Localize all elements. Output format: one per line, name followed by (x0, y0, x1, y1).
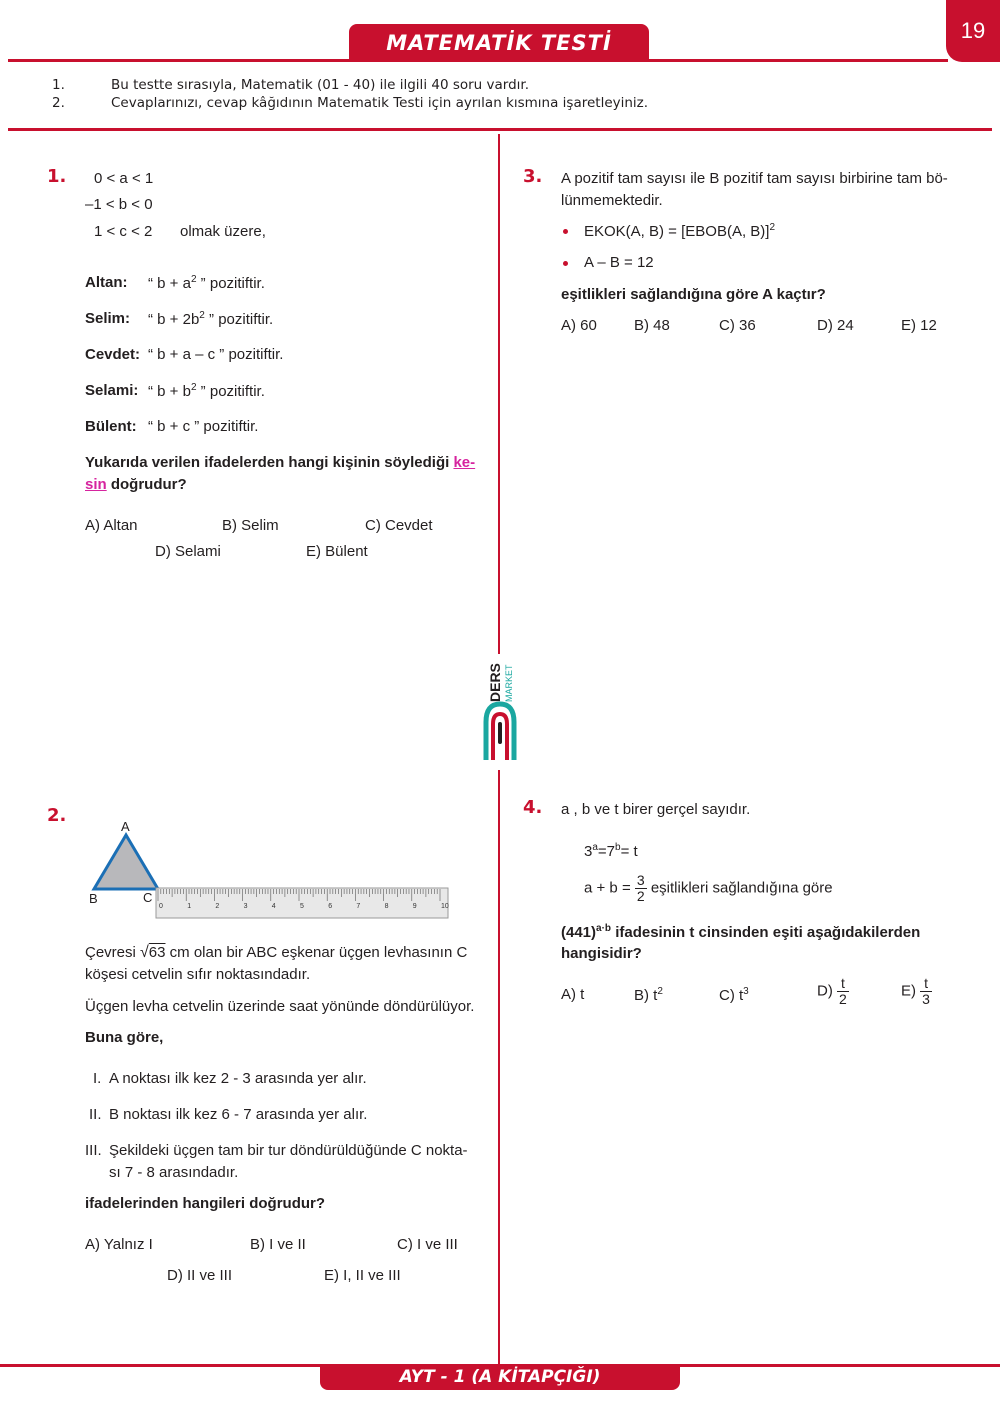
column-divider-top (498, 134, 500, 654)
ruler-tick-label: 5 (300, 903, 304, 910)
q1-person-bulent: Bülent: (85, 418, 137, 435)
q2-item-3-num: III. (85, 1142, 102, 1159)
q2-question: ifadelerinden hangileri doğrudur? (85, 1195, 326, 1212)
ruler-tick-label: 9 (412, 903, 417, 910)
q1-option-c[interactable]: C) Cevdet (365, 517, 433, 534)
ruler-tick-label: 10 (441, 903, 449, 910)
q1-condition-suffix: olmak üzere, (180, 223, 266, 240)
q3-text-line1: A pozitif tam sayısı ile B pozitif tam sayısı birbirine tam bö- (561, 170, 948, 187)
q2-text-line2: köşesi cetvelin sıfır noktasındadır. (85, 966, 311, 983)
test-title: MATEMATİK TESTİ (349, 24, 649, 60)
q1-option-a[interactable]: A) Altan (85, 517, 138, 534)
logo-word-market: MARKET (504, 664, 514, 702)
q2-text-line4: Buna göre, (85, 1029, 164, 1046)
booklet-label: AYT - 1 (A KİTAPÇIĞI) (320, 1364, 680, 1390)
q1-option-d[interactable]: D) Selami (155, 543, 221, 560)
vertex-c-label: C (143, 890, 153, 905)
ruler-tick-label: 4 (271, 903, 276, 910)
q4-text-line1: a , b ve t birer gerçel sayıdır. (561, 801, 751, 818)
bullet-icon (563, 229, 568, 234)
q4-equation-2: a + b = $\frac{3}{2}$ eşitlikleri sağlandığına göre (584, 872, 833, 904)
q1-option-b[interactable]: B) Selim (222, 517, 279, 534)
instruction-1-text: Bu testte sırasıyla, Matematik (01 - 40) ile ilgili 40 soru vardır. (111, 77, 530, 93)
instructions-rule (8, 128, 992, 131)
q1-condition-b: –1 < b < 0 (85, 196, 153, 213)
q3-option-e[interactable]: E) 12 (901, 317, 937, 334)
q1-person-selami: Selami: (85, 382, 139, 399)
ruler-tick-label: 8 (384, 903, 389, 910)
q4-option-c[interactable]: C) $t^3$ (719, 986, 749, 1004)
q2-item-3-text: Şekildeki üçgen tam bir tur döndürüldüğünde C nokta- (109, 1142, 468, 1159)
q3-condition-2: A – B = 12 (584, 254, 654, 271)
q3-condition-1: EKOK(A, B) = [EBOB(A, B)]$^2$ (584, 222, 776, 240)
vertex-a-label: A (121, 819, 130, 834)
q2-text-line3: Üçgen levha cetvelin üzerinde saat yönünde döndürülüyor. (85, 998, 475, 1015)
triangle-shape (94, 835, 158, 889)
q2-item-1-text: A noktası ilk kez 2 - 3 arasında yer alır. (109, 1070, 367, 1087)
q2-option-e[interactable]: E) I, II ve III (324, 1267, 401, 1284)
question-3-number: 3. (523, 166, 543, 187)
q2-text-line1: Çevresi √63 cm olan bir ABC eşkenar üçgen levhasının C (85, 944, 468, 961)
question-1-number: 1. (47, 166, 67, 187)
q2-option-d[interactable]: D) II ve III (167, 1267, 233, 1284)
q4-option-d[interactable]: D) $\frac{t}{2}$ (817, 975, 847, 1007)
question-2-number: 2. (47, 805, 67, 826)
q1-statement-bulent: “ b + c ” pozitiftir. (148, 418, 259, 435)
q2-option-c[interactable]: C) I ve III (397, 1236, 458, 1253)
vertex-b-label: B (89, 891, 98, 906)
triangle-ruler-figure (80, 815, 460, 923)
q4-question-line1: $(441)^{a\cdot b}$ ifadesinin t cinsinden eşiti aşağıdakilerden (561, 923, 921, 941)
q4-equation-1: $3^a=7^b= t$ (584, 842, 638, 860)
q3-option-b[interactable]: B) 48 (634, 317, 670, 334)
q2-item-3-cont: sı 7 - 8 arasındadır. (109, 1164, 239, 1181)
q1-question-line1: Yukarıda verilen ifadelerden hangi kişinin söylediği ke- (85, 454, 476, 471)
q1-person-cevdet: Cevdet: (85, 346, 141, 363)
q4-option-b[interactable]: B) $t^2$ (634, 986, 663, 1004)
column-divider-bottom (498, 770, 500, 1364)
q4-option-a[interactable]: A) t (561, 986, 585, 1003)
q1-statement-cevdet: “ b + a – c ” pozitiftir. (148, 346, 284, 363)
question-4-number: 4. (523, 797, 543, 818)
q2-option-a[interactable]: A) Yalnız I (85, 1236, 153, 1253)
q3-option-c[interactable]: C) 36 (719, 317, 756, 334)
q3-text-line2: lünmemektedir. (561, 192, 663, 209)
page-number: 19 (946, 0, 1000, 62)
q1-person-altan: Altan: (85, 274, 128, 291)
q1-condition-a: 0 < a < 1 (94, 170, 154, 187)
q1-person-selim: Selim: (85, 310, 131, 327)
q1-statement-selami: “ $b + b^2$ ” pozitiftir. (148, 382, 265, 400)
q1-condition-c: 1 < c < 2 (94, 223, 153, 240)
instruction-2-num: 2. (52, 95, 65, 111)
q3-question: eşitlikleri sağlandığına göre A kaçtır? (561, 286, 826, 303)
ruler-tick-label: 6 (328, 903, 333, 910)
q1-statement-altan: “ $b + a^2$ ” pozitiftir. (148, 274, 265, 292)
ruler-tick-label: 7 (356, 903, 361, 910)
q2-item-2-text: B noktası ilk kez 6 - 7 arasında yer alır. (109, 1106, 368, 1123)
q1-statement-selim: “ $b + 2b^2$ ” pozitiftir. (148, 310, 274, 328)
ruler-tick-label: 2 (215, 903, 220, 910)
bullet-icon (563, 261, 568, 266)
instruction-1-num: 1. (52, 77, 65, 93)
q2-option-b[interactable]: B) I ve II (250, 1236, 306, 1253)
q1-option-e[interactable]: E) Bülent (306, 543, 368, 560)
q4-option-e[interactable]: E) $\frac{t}{3}$ (901, 975, 930, 1007)
ruler-tick-label: 1 (187, 903, 192, 910)
q3-option-d[interactable]: D) 24 (817, 317, 854, 334)
logo-word-ders: DERS (487, 663, 503, 702)
ruler-tick-label: 3 (243, 903, 248, 910)
q2-item-2-num: II. (89, 1106, 102, 1123)
ruler-tick-label: 0 (159, 903, 163, 910)
q4-question-line2: hangisidir? (561, 945, 642, 962)
q2-item-1-num: I. (93, 1070, 102, 1087)
logo-wordmark (484, 660, 518, 705)
q1-question-line2: sin doğrudur? (85, 476, 187, 493)
instruction-2-text: Cevaplarınızı, cevap kâğıdının Matematik Testi için ayrılan kısmına işaretleyiniz. (111, 95, 649, 111)
q3-option-a[interactable]: A) 60 (561, 317, 597, 334)
